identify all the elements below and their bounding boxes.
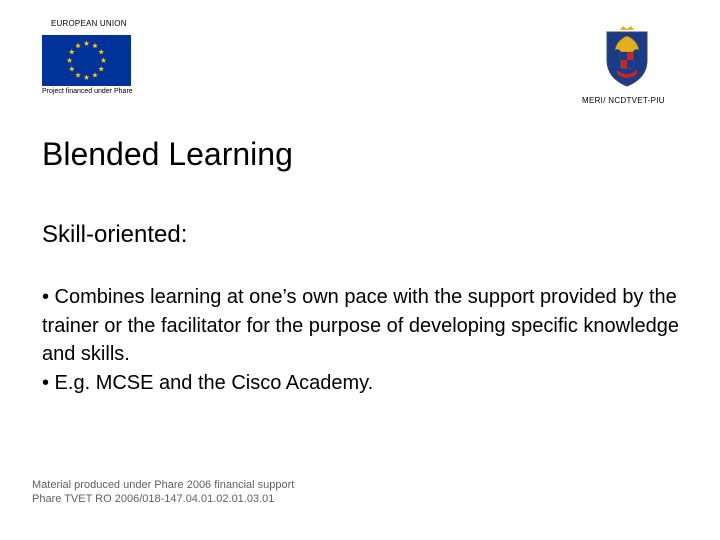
star-icon — [92, 72, 98, 77]
bullet-list — [42, 283, 682, 397]
star-icon — [92, 43, 98, 48]
footer-line: Material produced under Phare 2006 financial support — [32, 479, 295, 491]
star-icon — [98, 66, 104, 71]
star-icon — [69, 49, 75, 54]
eu-label: EUROPEAN UNION — [51, 19, 127, 28]
bullet-item: • Combines learning at one’s own pace with the support provided by the trainer or the facilitator for the purpose of developing specific knowledge and skills. — [42, 286, 680, 365]
slide-subtitle: Skill-oriented: — [42, 221, 188, 248]
phare-label: Project financed under Phare — [42, 88, 133, 95]
bullet-item: • E.g. MCSE and the Cisco Academy. — [42, 371, 374, 394]
star-icon — [101, 58, 107, 63]
star-icon — [69, 66, 75, 71]
eu-flag-icon — [42, 35, 131, 86]
star-icon — [67, 58, 73, 63]
footer-line: Phare TVET RO 2006/018-147.04.01.02.01.03.01 — [32, 493, 275, 505]
star-icon — [84, 75, 90, 80]
footer — [32, 478, 294, 506]
ministry-label: MERI/ NCDTVET-PIU — [582, 96, 665, 105]
star-icon — [98, 49, 104, 54]
slide-title: Blended Learning — [42, 136, 293, 172]
star-icon — [75, 43, 81, 48]
star-icon — [75, 72, 81, 77]
romania-coat-of-arms-icon — [603, 26, 651, 88]
star-icon — [84, 41, 90, 46]
